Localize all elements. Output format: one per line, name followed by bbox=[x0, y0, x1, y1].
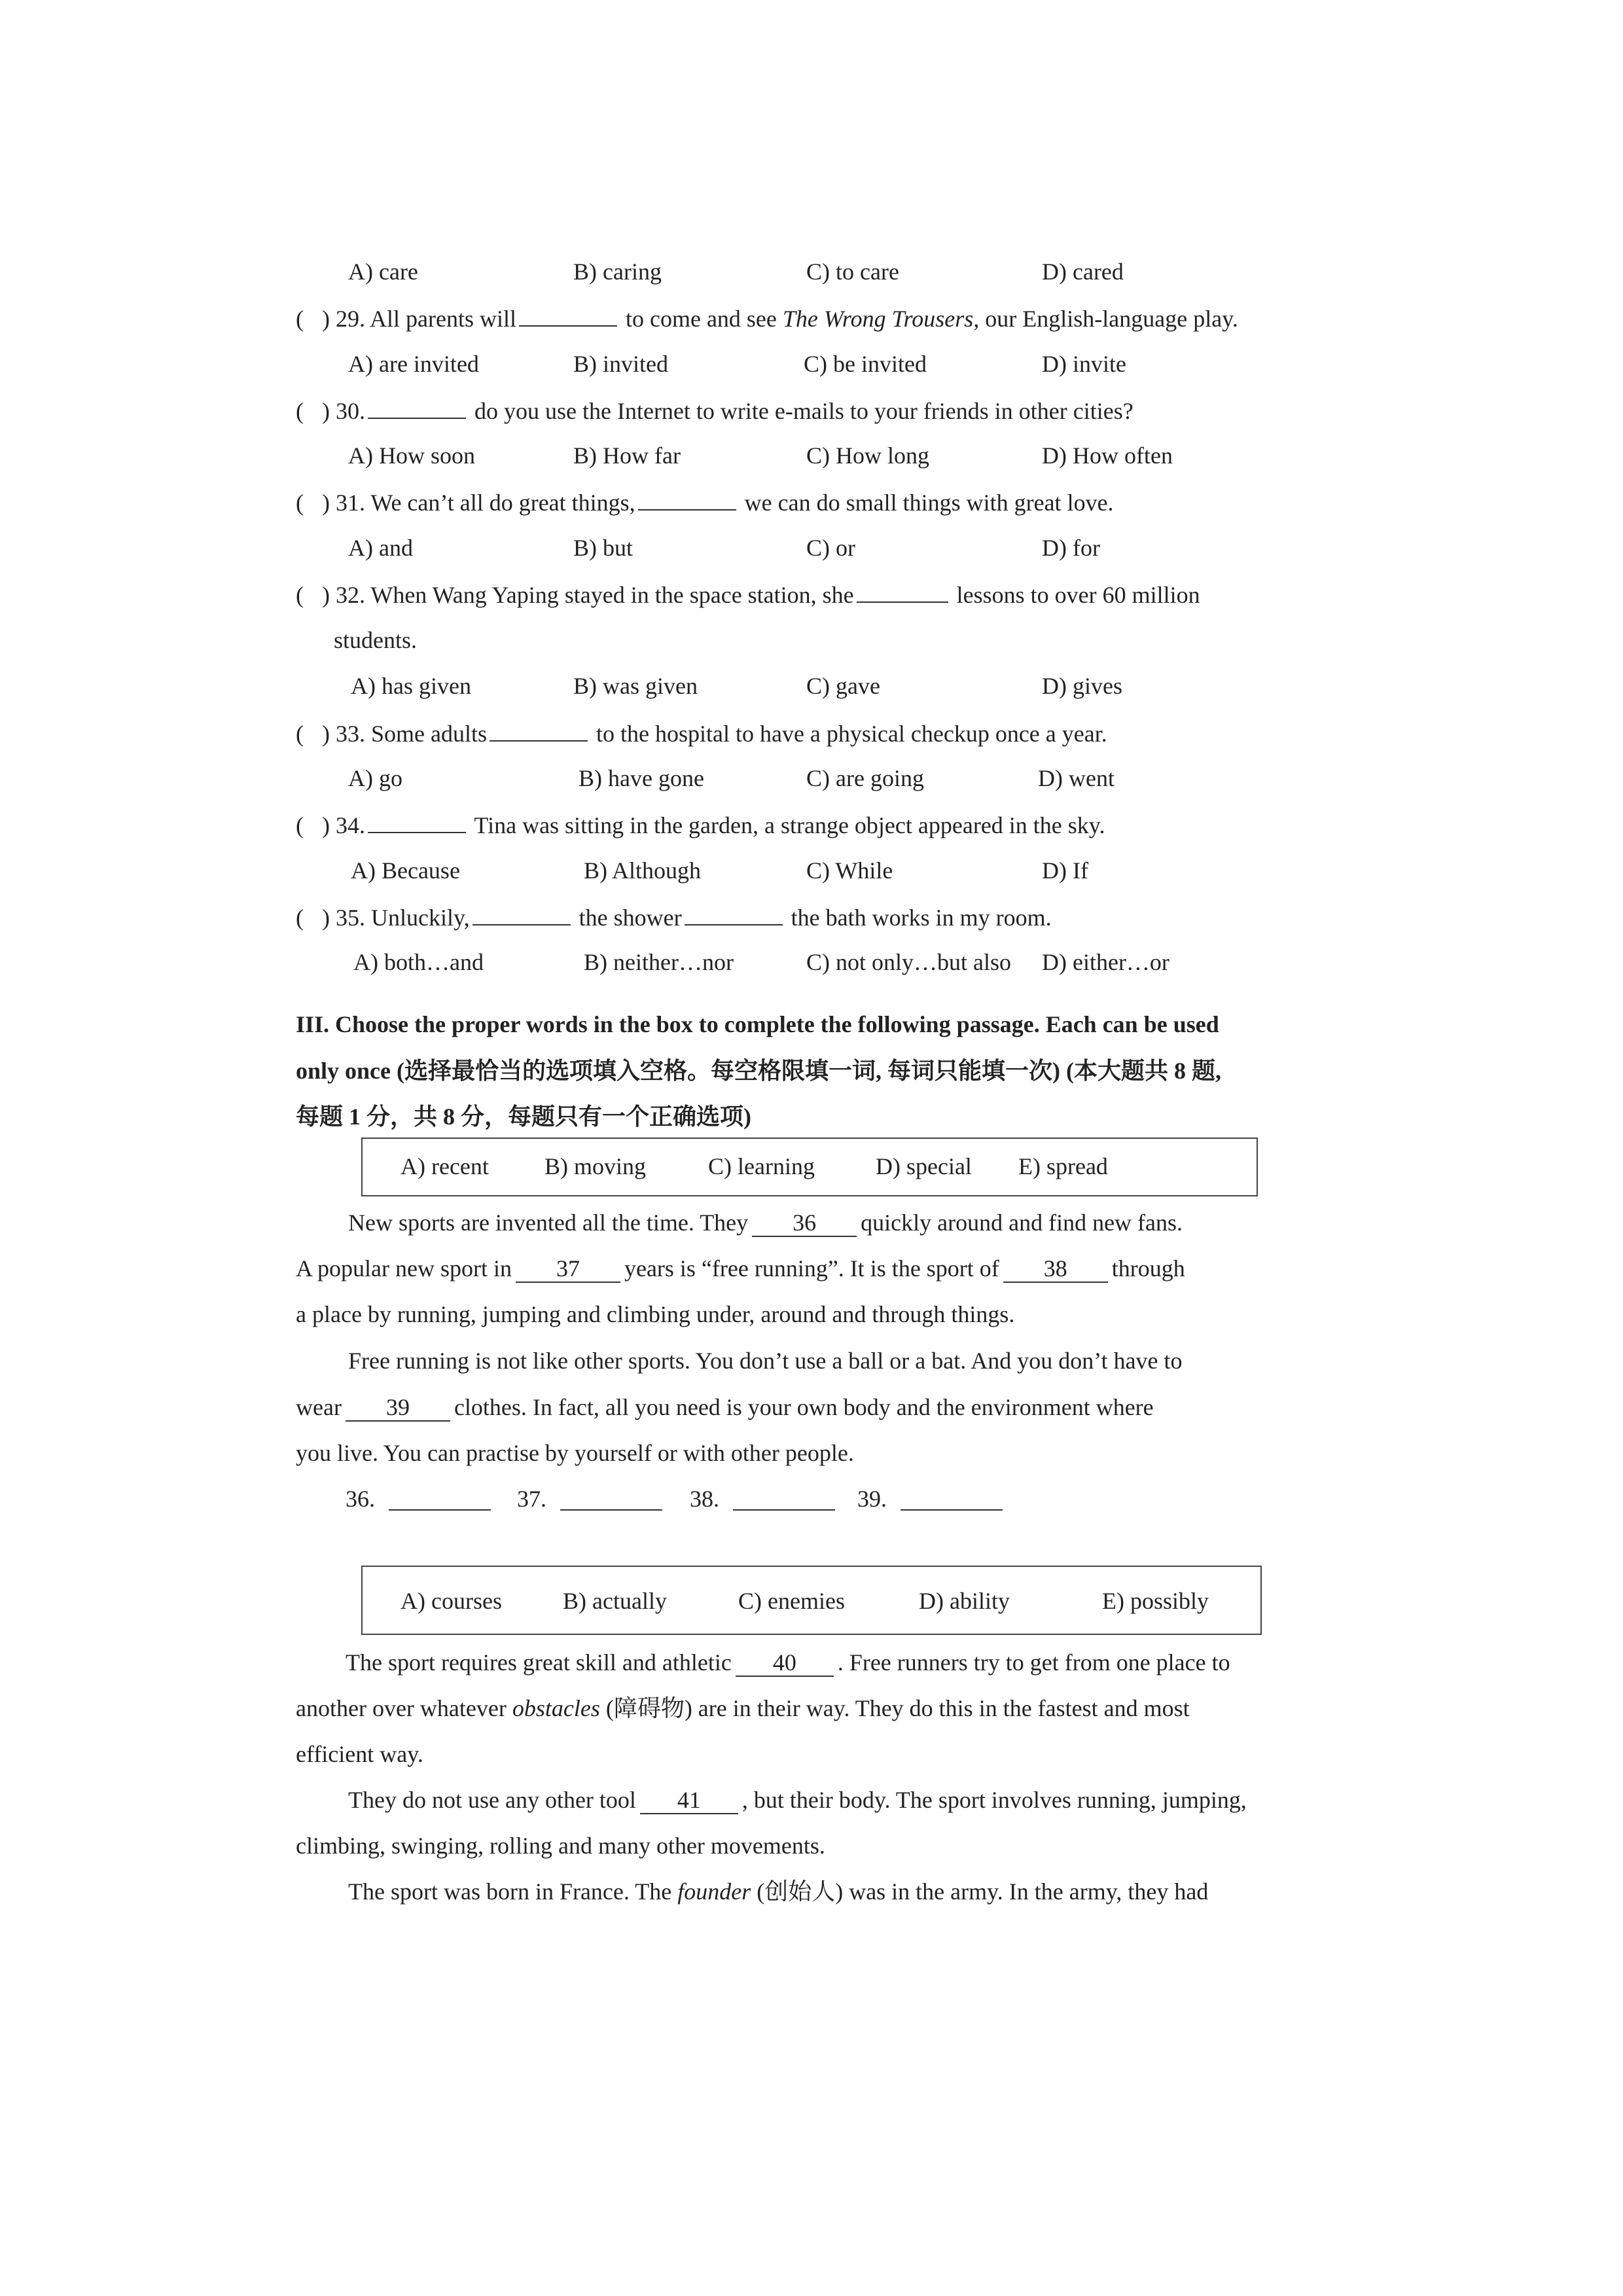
blank[interactable] bbox=[490, 721, 588, 742]
answer-paren-close: ) bbox=[322, 490, 330, 516]
passage-1-line-4: Free running is not like other sports. You don’t use a ball or a bat. And you don’t have to bbox=[348, 1348, 1183, 1374]
question-text: 33. Some adults bbox=[336, 721, 487, 747]
answer-paren-open: ( bbox=[296, 582, 304, 608]
passage-text: (创始人) was in the army. In the army, they had bbox=[751, 1878, 1209, 1905]
section-heading-line2: only once (选择最恰当的选项填入空格。每空格限填一词, 每词只能填一次) (本大题共 8 题, bbox=[296, 1058, 1221, 1084]
answer-paren-open: ( bbox=[296, 306, 304, 332]
word-option: C) enemies bbox=[738, 1588, 845, 1614]
section-heading-line3: 每题 1 分，共 8 分，每题只有一个正确选项) bbox=[296, 1103, 751, 1130]
answer-field-37[interactable] bbox=[560, 1490, 662, 1511]
question-32-continued: students. bbox=[334, 627, 418, 653]
play-title: The Wrong Trousers, bbox=[782, 306, 980, 332]
word-option: D) special bbox=[876, 1153, 972, 1179]
option-d: D) went bbox=[1038, 765, 1115, 791]
passage-term: founder bbox=[677, 1878, 751, 1905]
answer-paren-open: ( bbox=[296, 398, 304, 424]
passage-2-line-6 bbox=[348, 1880, 1208, 1903]
passage-1-line-1 bbox=[348, 1211, 1183, 1237]
passage-text: clothes. In fact, all you need is your own body and the environment where bbox=[454, 1394, 1154, 1420]
question-29 bbox=[296, 306, 1238, 331]
blank[interactable] bbox=[368, 398, 466, 419]
answer-field-39[interactable] bbox=[901, 1490, 1003, 1511]
word-box-2 bbox=[361, 1566, 1262, 1635]
word-option: B) moving bbox=[544, 1153, 647, 1179]
blank-36[interactable]: 36 bbox=[752, 1211, 857, 1237]
option-d: D) invite bbox=[1042, 351, 1126, 377]
passage-text: , but their body. The sport involves running, jumping, bbox=[741, 1787, 1247, 1813]
blank[interactable] bbox=[368, 812, 466, 833]
passage-text: wear bbox=[296, 1394, 342, 1420]
answer-paren-close: ) bbox=[322, 582, 330, 608]
blank-41[interactable]: 41 bbox=[640, 1788, 738, 1814]
option-c: C) be invited bbox=[804, 351, 927, 377]
option-b: B) caring bbox=[573, 259, 662, 285]
blank[interactable] bbox=[857, 582, 948, 603]
question-text-mid: to come and see bbox=[619, 306, 783, 332]
passage-1-line-2 bbox=[296, 1257, 1185, 1283]
passage-text: quickly around and find new fans. bbox=[861, 1210, 1183, 1236]
option-c: C) How long bbox=[806, 442, 929, 469]
blank[interactable] bbox=[638, 490, 736, 511]
section-heading: III. Choose the proper words in the box to complete the following passage. Each can be used bbox=[296, 1011, 1219, 1037]
passage-text: (障碍物) are in their way. They do this in the fastest and most bbox=[599, 1695, 1190, 1721]
word-box-1 bbox=[361, 1138, 1258, 1196]
answer-label-36: 36. bbox=[346, 1486, 375, 1512]
option-a: A) and bbox=[348, 535, 413, 561]
option-b: B) Although bbox=[584, 857, 702, 884]
answer-paren-open: ( bbox=[296, 721, 304, 747]
word-option: D) ability bbox=[919, 1588, 1010, 1614]
passage-text: The sport requires great skill and athletic bbox=[346, 1649, 732, 1676]
passage-text: another over whatever bbox=[296, 1695, 512, 1721]
option-b: B) invited bbox=[573, 351, 668, 377]
blank-40[interactable]: 40 bbox=[736, 1651, 834, 1677]
answer-paren-close: ) bbox=[322, 721, 330, 747]
option-c: C) gave bbox=[806, 673, 880, 699]
question-34 bbox=[296, 812, 1105, 837]
question-text: 29. All parents will bbox=[336, 306, 516, 332]
question-text-mid: the shower bbox=[579, 905, 682, 931]
option-a: A) How soon bbox=[348, 442, 475, 469]
passage-text: The sport was born in France. The bbox=[348, 1878, 678, 1905]
passage-2-line-2 bbox=[296, 1696, 1190, 1720]
passage-2-line-5: climbing, swinging, rolling and many other movements. bbox=[296, 1833, 825, 1859]
answer-paren-close: ) bbox=[322, 905, 330, 931]
question-text: 30. bbox=[336, 398, 365, 424]
word-option: C) learning bbox=[708, 1153, 815, 1179]
option-c: C) not only…but also bbox=[806, 949, 1011, 975]
passage-text: through bbox=[1111, 1255, 1185, 1282]
word-option: E) possibly bbox=[1102, 1588, 1209, 1614]
answer-label-39: 39. bbox=[857, 1486, 887, 1512]
option-c: C) to care bbox=[806, 259, 899, 285]
question-text-end: do you use the Internet to write e-mails to your friends in other cities? bbox=[474, 398, 1133, 424]
word-option: A) courses bbox=[401, 1588, 502, 1614]
passage-1-line-3: a place by running, jumping and climbing under, around and through things. bbox=[296, 1301, 1015, 1327]
answer-paren-open: ( bbox=[296, 490, 304, 516]
passage-1-line-6: you live. You can practise by yourself or with other people. bbox=[296, 1440, 854, 1466]
question-35 bbox=[296, 905, 1052, 929]
option-d: D) either…or bbox=[1042, 949, 1169, 975]
option-a: A) Because bbox=[351, 857, 460, 884]
option-c: C) or bbox=[806, 535, 855, 561]
option-a: A) both…and bbox=[353, 949, 484, 975]
option-d: D) If bbox=[1042, 857, 1088, 884]
answer-paren-open: ( bbox=[296, 812, 304, 838]
option-b: B) but bbox=[573, 535, 633, 561]
question-30 bbox=[296, 398, 1133, 423]
question-text-end: we can do small things with great love. bbox=[744, 490, 1114, 516]
blank-38[interactable]: 38 bbox=[1003, 1257, 1108, 1283]
question-text: 32. When Wang Yaping stayed in the space station, she bbox=[336, 582, 854, 608]
question-text-end: Tina was sitting in the garden, a strange object appeared in the sky. bbox=[474, 812, 1105, 838]
passage-term: obstacles bbox=[512, 1695, 600, 1721]
answer-paren-close: ) bbox=[322, 398, 330, 424]
answer-paren-open: ( bbox=[296, 905, 304, 931]
option-d: D) for bbox=[1042, 535, 1100, 561]
option-c: C) While bbox=[806, 857, 893, 884]
question-31 bbox=[296, 490, 1114, 514]
answer-paren-close: ) bbox=[322, 812, 330, 838]
answer-field-36[interactable] bbox=[389, 1490, 491, 1511]
question-text-end: to the hospital to have a physical checkup once a year. bbox=[596, 721, 1107, 747]
question-text-end: lessons to over 60 million bbox=[956, 582, 1200, 608]
blank[interactable] bbox=[685, 905, 783, 925]
option-b: B) was given bbox=[573, 673, 698, 699]
answer-paren-close: ) bbox=[322, 306, 330, 332]
question-text: 31. We can’t all do great things, bbox=[336, 490, 635, 516]
answer-field-38[interactable] bbox=[733, 1490, 835, 1511]
option-a: A) go bbox=[348, 765, 402, 791]
option-a: A) care bbox=[348, 259, 418, 285]
passage-2-line-1 bbox=[346, 1651, 1230, 1677]
passage-text: They do not use any other tool bbox=[348, 1787, 636, 1813]
blank-39[interactable]: 39 bbox=[346, 1395, 450, 1422]
passage-text: A popular new sport in bbox=[296, 1255, 512, 1282]
option-b: B) How far bbox=[573, 442, 681, 469]
passage-text: . Free runners try to get from one place to bbox=[837, 1649, 1230, 1676]
passage-text: years is “free running”. It is the sport of bbox=[624, 1255, 999, 1282]
passage-1-line-5 bbox=[296, 1395, 1154, 1422]
question-text-end: the bath works in my room. bbox=[791, 905, 1052, 931]
answer-label-37: 37. bbox=[517, 1486, 546, 1512]
answer-label-38: 38. bbox=[690, 1486, 719, 1512]
word-option: E) spread bbox=[1018, 1153, 1108, 1179]
option-a: A) are invited bbox=[348, 351, 479, 377]
question-text-end: our English-language play. bbox=[979, 306, 1238, 332]
blank[interactable] bbox=[473, 905, 571, 925]
question-33 bbox=[296, 721, 1107, 745]
option-a: A) has given bbox=[351, 673, 471, 699]
option-b: B) neither…nor bbox=[584, 949, 734, 975]
question-text: 34. bbox=[336, 812, 365, 838]
option-d: D) cared bbox=[1042, 259, 1124, 285]
passage-2-line-4 bbox=[348, 1788, 1247, 1814]
passage-2-line-3: efficient way. bbox=[296, 1741, 423, 1767]
option-b: B) have gone bbox=[579, 765, 704, 791]
blank[interactable] bbox=[519, 306, 617, 327]
question-text: 35. Unluckily, bbox=[336, 905, 470, 931]
question-32 bbox=[296, 582, 1200, 607]
option-d: D) gives bbox=[1042, 673, 1122, 699]
blank-37[interactable]: 37 bbox=[516, 1257, 620, 1283]
option-d: D) How often bbox=[1042, 442, 1173, 469]
passage-text: New sports are invented all the time. They bbox=[348, 1210, 749, 1236]
word-option: B) actually bbox=[563, 1588, 667, 1614]
option-c: C) are going bbox=[806, 765, 924, 791]
word-option: A) recent bbox=[401, 1153, 489, 1179]
